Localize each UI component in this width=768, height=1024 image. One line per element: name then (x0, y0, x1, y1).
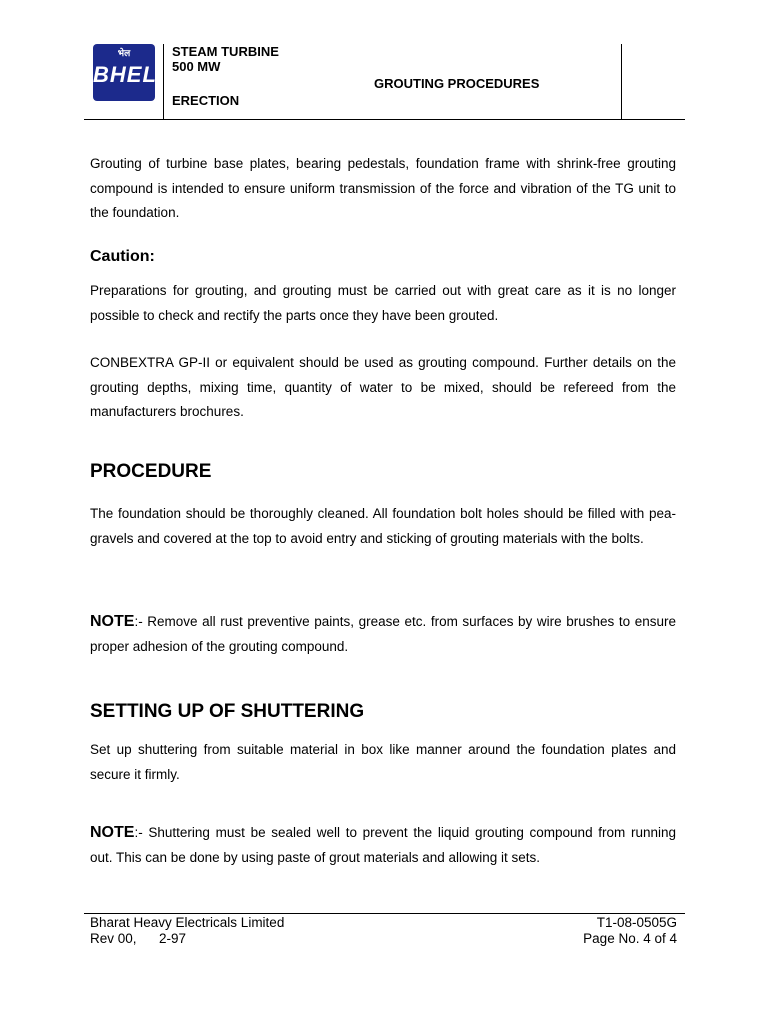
bhel-logo (93, 44, 155, 101)
note-text: :- Shuttering must be sealed well to prevent the liquid grouting compound from running out. This can be done by using paste of grout materials and allowing it sets. (90, 825, 676, 865)
procedure-note (90, 610, 676, 659)
header-right-divider (621, 44, 622, 119)
header-line-1: STEAM TURBINE (172, 44, 279, 59)
logo-hindi-text: भेल (117, 48, 131, 58)
footer-page-number: Page No. 4 of 4 (583, 931, 677, 946)
shuttering-paragraph: Set up shuttering from suitable material in box like manner around the foundation plates and secure it firmly. (90, 742, 676, 782)
procedure-paragraph: The foundation should be thoroughly cleaned. All foundation bolt holes should be filled with pea-gravels and covered at the top to avoid entry and sticking of grouting materials with the bolts. (90, 506, 676, 546)
header-left-divider (163, 44, 164, 119)
footer-rule (84, 913, 685, 914)
caution-label: Caution: (90, 248, 155, 265)
header-line-3: ERECTION (172, 93, 240, 108)
note-label: NOTE (90, 613, 135, 630)
procedure-heading: PROCEDURE (90, 461, 212, 482)
note-text: :- Remove all rust preventive paints, grease etc. from surfaces by wire brushes to ensure proper adhesion of the grouting compound. (90, 614, 676, 654)
header-line-2: 500 MW (172, 59, 221, 74)
note-label: NOTE (90, 824, 135, 841)
caution-paragraph-2: CONBEXTRA GP-II or equivalent should be used as grouting compound. Further details on the grouting depths, mixing time, quantity of water to be mixed, should be refereed from the manufacturers brochures. (90, 355, 676, 419)
footer-company: Bharat Heavy Electricals Limited (90, 915, 285, 930)
intro-paragraph: Grouting of turbine base plates, bearing pedestals, foundation frame with shrink-free grouting compound is intended to ensure uniform transmission of the force and vibration of the TG unit to the foundation. (90, 156, 676, 220)
caution-paragraph-1: Preparations for grouting, and grouting must be carried out with great care as it is no longer possible to check and rectify the parts once they have been grouted. (90, 283, 676, 323)
footer-doc-number: T1-08-0505G (596, 915, 677, 930)
logo-text: BHEL (93, 62, 157, 87)
header-bottom-rule (84, 119, 685, 120)
shuttering-note (90, 821, 676, 870)
shuttering-heading: SETTING UP OF SHUTTERING (90, 701, 365, 722)
header-title: GROUTING PROCEDURES (374, 76, 540, 91)
footer-revision: Rev 00, 2-97 (90, 931, 187, 946)
